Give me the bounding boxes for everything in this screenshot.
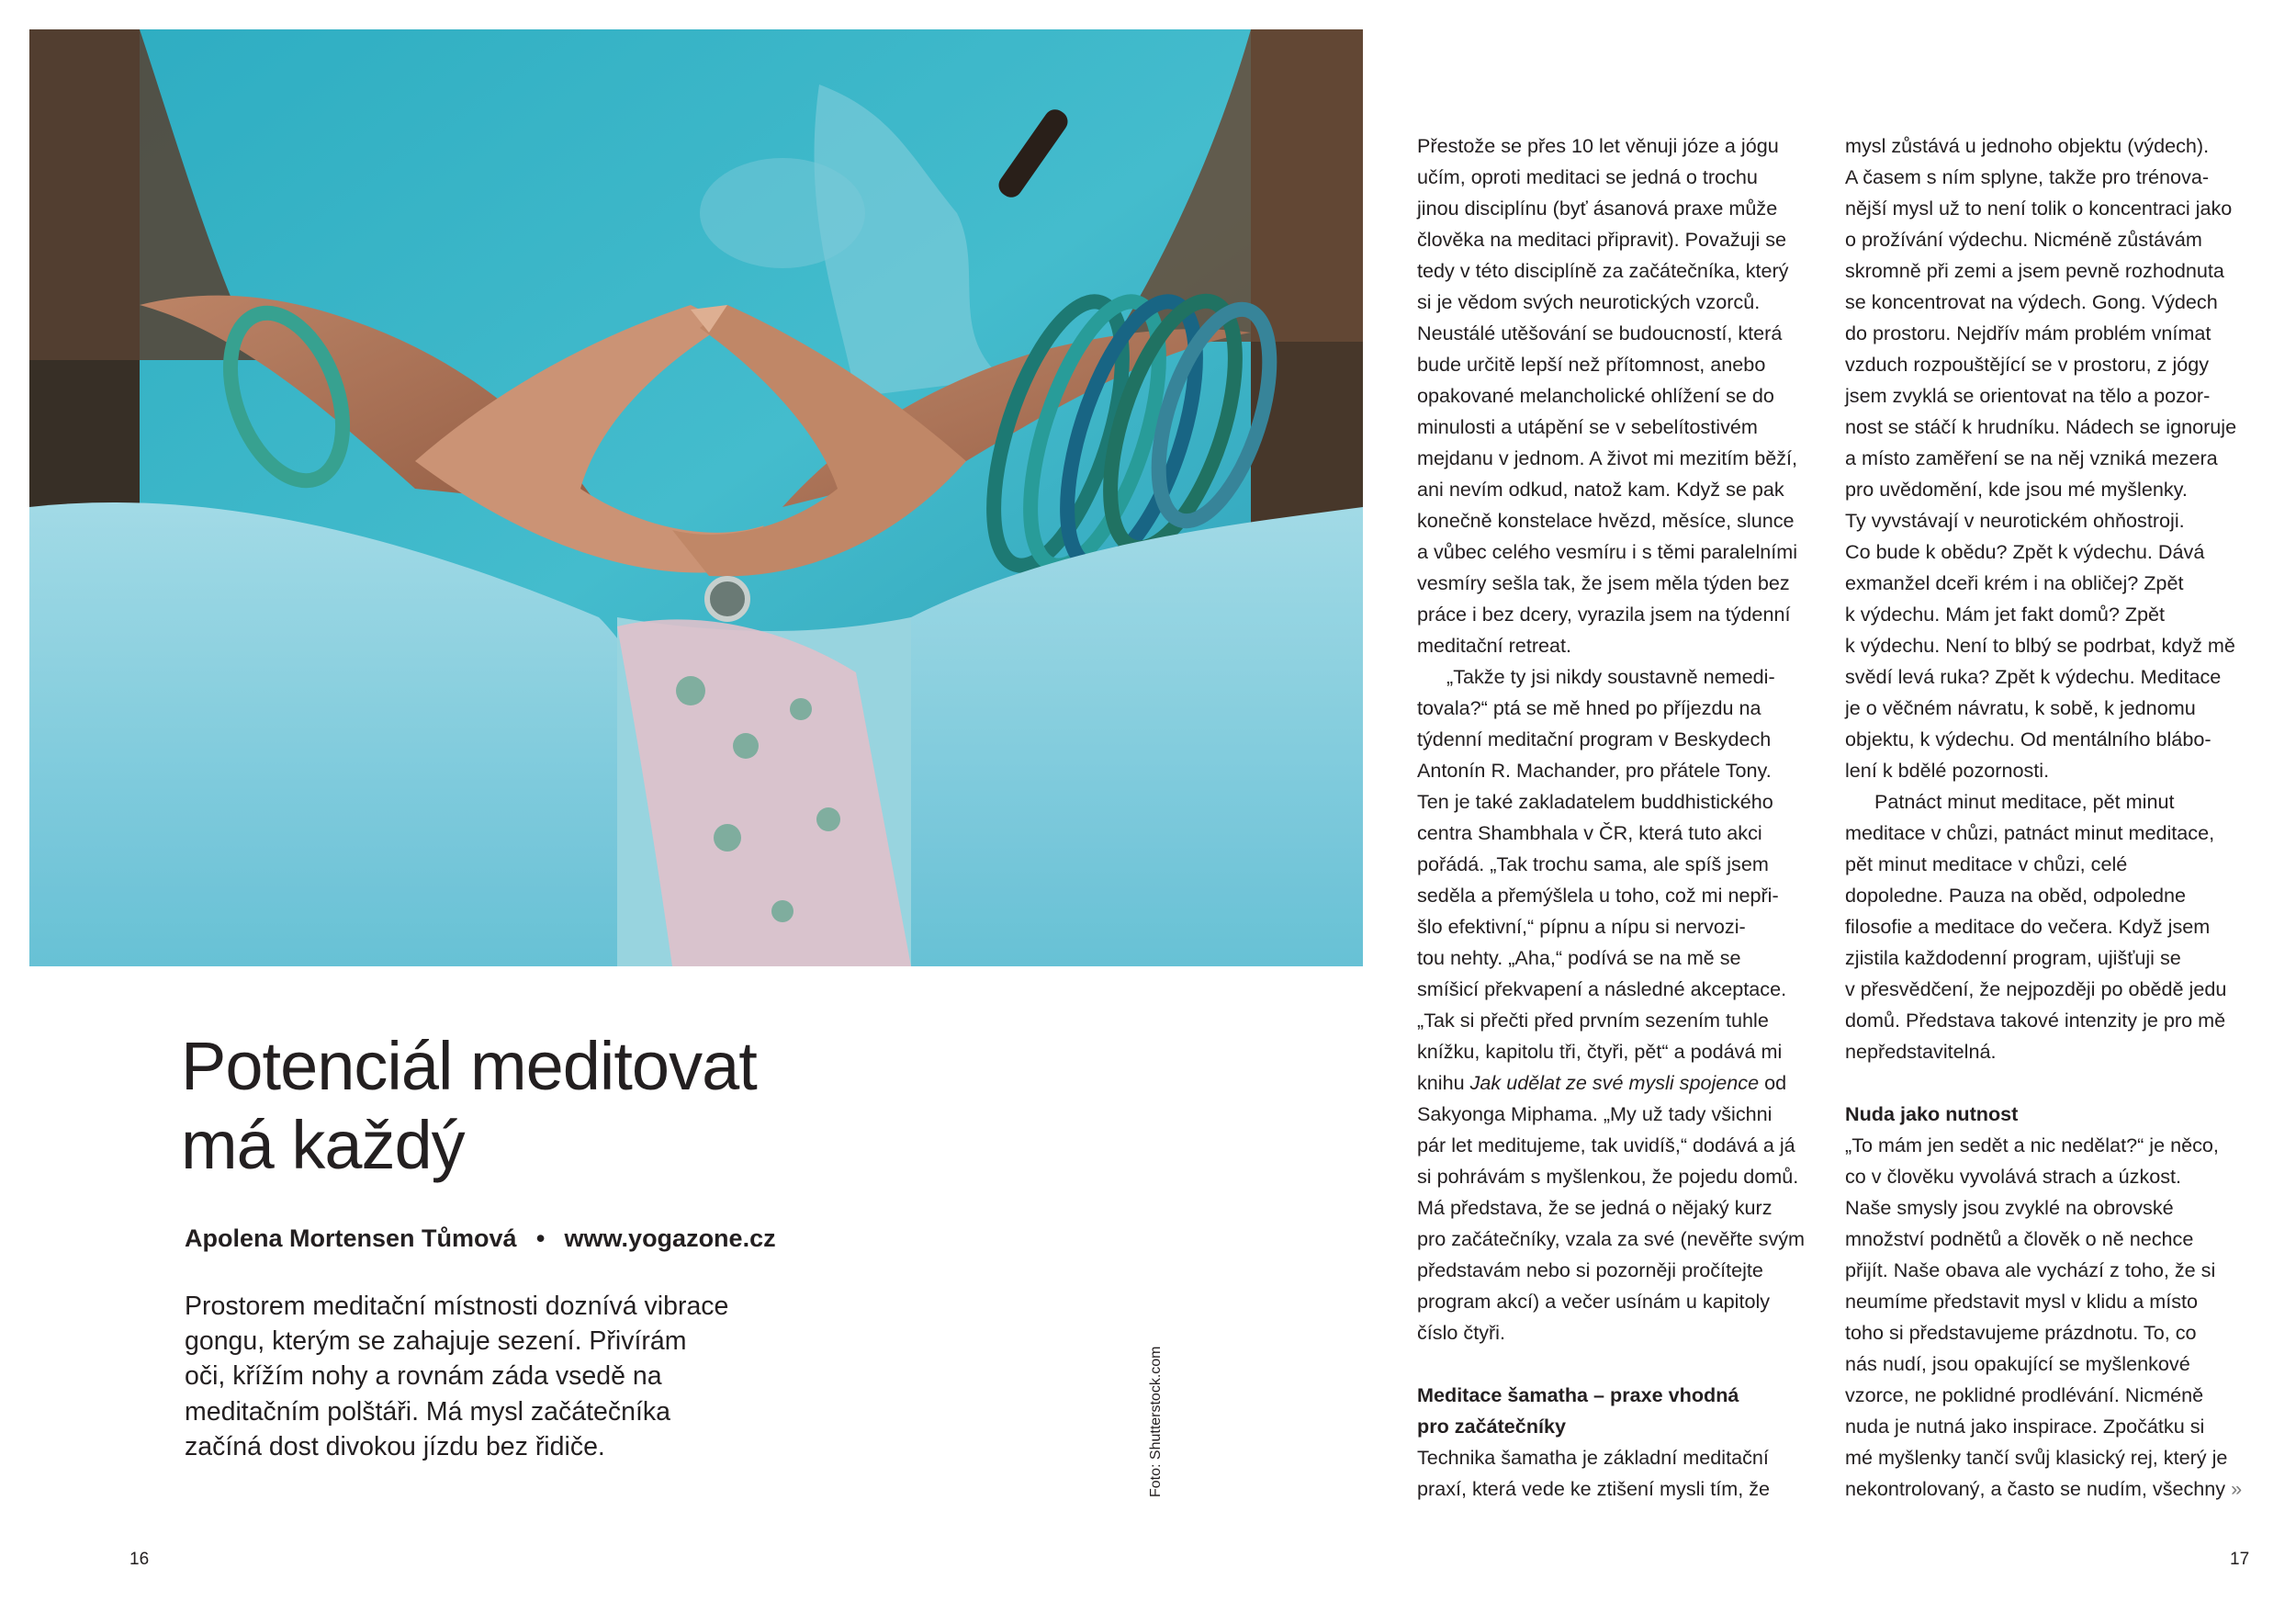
text-line: co v člověku vyvolává strach a úzkost. xyxy=(1845,1165,2182,1188)
text-line: nější mysl už to není tolik o koncentraci jako xyxy=(1845,197,2233,220)
text-line: skromně při zemi a jsem pevně rozhodnuta xyxy=(1845,259,2224,282)
photo-illustration xyxy=(29,29,1363,966)
text-line: smíšicí překvapení a následné akceptace. xyxy=(1417,977,1787,1000)
continue-arrow-icon: » xyxy=(2231,1477,2243,1500)
text-line: svědí levá ruka? Zpět k výdechu. Meditace xyxy=(1845,665,2222,688)
text-line: si pohrávám s myšlenkou, že pojedu domů. xyxy=(1417,1165,1799,1188)
text-line: Ty vyvstávají v neurotickém ohňostroji. xyxy=(1845,509,2185,532)
text-line: Patnáct minut meditace, pět minut xyxy=(1874,790,2175,813)
text-line-last xyxy=(1845,1473,2243,1505)
text-line: nepředstavitelná. xyxy=(1845,1040,1997,1063)
text-line: tedy v této disciplíně za začátečníka, který xyxy=(1417,259,1789,282)
text-line: představám nebo si pozorněji pročítejte xyxy=(1417,1258,1763,1281)
text-line: Co bude k obědu? Zpět k výdechu. Dává xyxy=(1845,540,2205,563)
text-line: si je vědom svých neurotických vzorců. xyxy=(1417,290,1761,313)
text-line: centra Shambhala v ČR, která tuto akci xyxy=(1417,821,1762,844)
article-title xyxy=(181,1027,1007,1185)
text-line: Technika šamatha je základní meditační xyxy=(1417,1446,1769,1469)
lead-line: gongu, kterým se zahajuje sezení. Přivírám xyxy=(185,1326,687,1357)
text-line: do prostoru. Nejdřív mám problém vnímat xyxy=(1845,322,2212,344)
section-heading-samatha-2: pro začátečníky xyxy=(1417,1415,1567,1438)
text-line: k výdechu. Není to blbý se podrbat, když mě xyxy=(1845,634,2235,657)
text-line: pár let meditujeme, tak uvidíš,“ dodává a já xyxy=(1417,1134,1795,1156)
lead-line: Prostorem meditační místnosti doznívá vibrace xyxy=(185,1292,729,1321)
text-line: pro začátečníky, vzala za své (nevěřte svým xyxy=(1417,1227,1806,1250)
book-suffix: od xyxy=(1759,1071,1787,1094)
paragraph-2 xyxy=(1417,661,1806,1348)
text-line: pro uvědomění, kde jsou mé myšlenky. xyxy=(1845,478,2188,501)
text-line: a vůbec celého vesmíru i s těmi paralelními xyxy=(1417,540,1798,563)
text-line: filosofie a meditace do večera. Když jsem xyxy=(1845,915,2211,938)
article-lead xyxy=(185,1289,754,1464)
last-line-text: nekontrolovaný, a často se nudím, všechny xyxy=(1845,1477,2226,1500)
lead-line: oči, křížím nohy a rovnám záda vsedě na xyxy=(185,1361,662,1392)
text-line: číslo čtyři. xyxy=(1417,1321,1505,1344)
paragraph-gap xyxy=(1845,1067,2231,1099)
text-line: mejdanu v jednom. A život mi mezitím běží, xyxy=(1417,446,1798,469)
paragraph-5 xyxy=(1845,786,2231,1067)
text-line: program akcí) a večer usínám u kapitoly xyxy=(1417,1290,1771,1313)
author-name: Apolena Mortensen Tůmová xyxy=(185,1224,517,1252)
meditation-hands-mudra-photo xyxy=(29,29,1363,966)
text-line: člověka na meditaci připravit). Považuji se xyxy=(1417,228,1787,251)
text-line: „Tak si přečti před prvním sezením tuhle xyxy=(1417,1009,1769,1032)
text-line: Sakyonga Miphama. „My už tady všichni xyxy=(1417,1102,1773,1125)
byline xyxy=(185,1224,919,1253)
text-line: minulosti a utápění se v sebelítostivém xyxy=(1417,415,1758,438)
text-line: zjistila každodenní program, ujišťuji se xyxy=(1845,946,2181,969)
text-line: v přesvědčení, že nejpozději po obědě jedu xyxy=(1845,977,2227,1000)
text-line: seděla a přemýšlela u toho, což mi nepři- xyxy=(1417,884,1779,907)
text-line: toho si představujeme prázdnotu. To, co xyxy=(1845,1321,2197,1344)
text-line: knížku, kapitolu tři, čtyři, pět“ a podává mi xyxy=(1417,1040,1783,1063)
book-title: Jak udělat ze své mysli spojence xyxy=(1469,1071,1760,1094)
text-line: práce i bez dcery, vyrazila jsem na týdenní xyxy=(1417,603,1791,626)
text-column-2 xyxy=(1845,130,2243,1505)
book-prefix: knihu xyxy=(1417,1071,1470,1094)
text-line: mé myšlenky tančí svůj klasický rej, který je xyxy=(1845,1446,2228,1469)
text-line: nás nudí, jsou opakující se myšlenkové xyxy=(1845,1352,2190,1375)
text-line: k výdechu. Mám jet fakt domů? Zpět xyxy=(1845,603,2166,626)
text-line: o prožívání výdechu. Nicméně zůstávám xyxy=(1845,228,2202,251)
text-line: množství podnětů a člověk o ně nechce xyxy=(1845,1227,2194,1250)
text-line: tou nehty. „Aha,“ podívá se na mě se xyxy=(1417,946,1741,969)
paragraph-1 xyxy=(1417,130,1803,661)
paragraph-3 xyxy=(1417,1442,1803,1505)
text-line: meditační retreat. xyxy=(1417,634,1572,657)
title-line-1: Potenciál meditovat xyxy=(181,1028,757,1104)
text-line: Přestože se přes 10 let věnuji józe a jógu xyxy=(1417,134,1779,157)
text-line: jsem zvyklá se orientovat na tělo a pozor- xyxy=(1845,384,2211,407)
text-column-1 xyxy=(1417,130,1806,1505)
text-line: tovala?“ ptá se mě hned po příjezdu na xyxy=(1417,696,1761,719)
text-line: opakované melancholické ohlížení se do xyxy=(1417,384,1774,407)
lead-line: meditačním polštáři. Má mysl začátečníka xyxy=(185,1396,671,1427)
text-line: mysl zůstává u jednoho objektu (výdech). xyxy=(1845,134,2210,157)
text-line: pořádá. „Tak trochu sama, ale spíš jsem xyxy=(1417,852,1769,875)
section-heading-samatha: Meditace šamatha – praxe vhodná xyxy=(1417,1383,1739,1406)
text-line: pět minut meditace v chůzi, celé xyxy=(1845,852,2128,875)
text-line: Ten je také zakladatelem buddhistického xyxy=(1417,790,1773,813)
paragraph-gap xyxy=(1417,1348,1803,1380)
byline-separator: • xyxy=(535,1224,546,1252)
text-line: ani nevím odkud, natož kam. Když se pak xyxy=(1417,478,1784,501)
text-line: je o věčném návratu, k sobě, k jednomu xyxy=(1845,696,2196,719)
text-line: neumíme představit mysl v klidu a místo xyxy=(1845,1290,2199,1313)
text-line: Má představa, že se jedná o nějaký kurz xyxy=(1417,1196,1773,1219)
paragraph-6 xyxy=(1845,1130,2243,1505)
text-line: jinou disciplínu (byť ásanová praxe může xyxy=(1417,197,1778,220)
section-heading-nuda: Nuda jako nutnost xyxy=(1845,1102,2019,1125)
text-line: bude určitě lepší než přítomnost, anebo xyxy=(1417,353,1766,376)
lead-line: začíná dost divokou jízdu bez řidiče. xyxy=(185,1431,605,1461)
text-line: Neustálé utěšování se budoucností, která xyxy=(1417,322,1783,344)
text-line: „Takže ty jsi nikdy soustavně nemedi- xyxy=(1446,665,1775,688)
text-line: konečně konstelace hvězd, měsíce, slunce xyxy=(1417,509,1795,532)
text-line: objektu, k výdechu. Od mentálního blábo- xyxy=(1845,728,2212,750)
page-number-right: 17 xyxy=(2230,1550,2250,1569)
text-line: šlo efektivní,“ pípnu a nípu si nervozi- xyxy=(1417,915,1746,938)
text-line-book-title xyxy=(1417,1067,1803,1099)
text-line: meditace v chůzi, patnáct minut meditace, xyxy=(1845,821,2215,844)
text-line: vzorce, ne poklidné prodlévání. Nicméně xyxy=(1845,1383,2204,1406)
text-line: přijít. Naše obava ale vychází z toho, že si xyxy=(1845,1258,2216,1281)
text-line: A časem s ním splyne, takže pro trénova- xyxy=(1845,165,2210,188)
text-line: nuda je nutná jako inspirace. Zpočátku si xyxy=(1845,1415,2205,1438)
text-line: týdenní meditační program v Beskydech xyxy=(1417,728,1772,750)
text-line: exmanžel dceři krém i na obličej? Zpět xyxy=(1845,571,2184,594)
author-website: www.yogazone.cz xyxy=(564,1224,776,1252)
text-line: a místo zaměření se na něj vzniká mezera xyxy=(1845,446,2218,469)
text-line: se koncentrovat na výdech. Gong. Výdech xyxy=(1845,290,2218,313)
title-line-2: má každý xyxy=(181,1107,465,1183)
text-line: domů. Představa takové intenzity je pro mě xyxy=(1845,1009,2226,1032)
text-line: praxí, která vede ke ztišení mysli tím, že xyxy=(1417,1477,1771,1500)
text-line: Naše smysly jsou zvyklé na obrovské xyxy=(1845,1196,2174,1219)
text-line: vesmíry sešla tak, že jsem měla týden bez xyxy=(1417,571,1790,594)
text-line: „To mám jen sedět a nic nedělat?“ je něco, xyxy=(1845,1134,2219,1156)
text-line: učím, oproti meditaci se jedná o trochu xyxy=(1417,165,1758,188)
text-line: Antonín R. Machander, pro přátele Tony. xyxy=(1417,759,1772,782)
text-line: lení k bdělé pozornosti. xyxy=(1845,759,2050,782)
paragraph-4 xyxy=(1845,130,2237,786)
photo-credit: Foto: Shutterstock.com xyxy=(1148,1346,1164,1497)
text-line: dopoledne. Pauza na oběd, odpoledne xyxy=(1845,884,2187,907)
text-line: nost se stáčí k hrudníku. Nádech se ignoruje xyxy=(1845,415,2237,438)
page-number-left: 16 xyxy=(129,1550,150,1569)
text-line: vzduch rozpouštějící se v prostoru, z jógy xyxy=(1845,353,2210,376)
